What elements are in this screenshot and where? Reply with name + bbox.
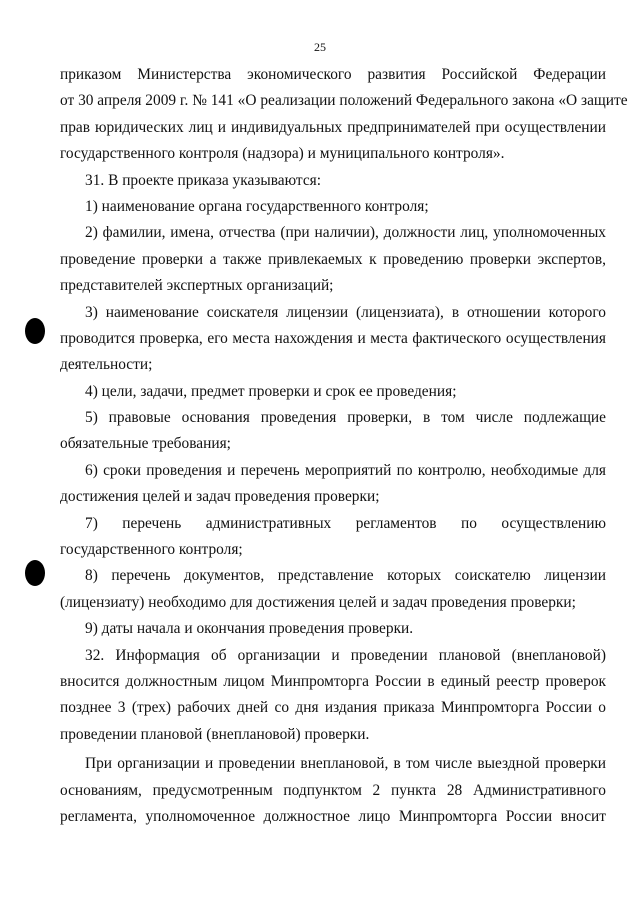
text-line: 1) наименование органа государственного контроля; bbox=[85, 197, 429, 215]
text-line: При организации и проведении внеплановой, в том числе выездной проверки bbox=[85, 755, 606, 773]
text-line: государственного контроля; bbox=[60, 541, 243, 559]
punch-hole-lower bbox=[25, 560, 45, 586]
text-line: деятельности; bbox=[60, 356, 153, 374]
text-line: 9) даты начала и окончания проведения проверки. bbox=[85, 620, 414, 638]
text-line: 7) перечень административных регламентов по осуществлению bbox=[85, 514, 606, 532]
text-line: 32. Информация об организации и проведении плановой (внеплановой) bbox=[85, 646, 606, 664]
text-line: достижения целей и задач проведения проверки; bbox=[60, 488, 380, 506]
text-line: проведение проверки а также привлекаемых к проведению проверки экспертов, bbox=[60, 250, 606, 268]
text-line: 5) правовые основания проведения проверки, в том числе подлежащие bbox=[85, 409, 606, 427]
text-line: 8) перечень документов, представление которых соискателю лицензии bbox=[85, 567, 606, 585]
text-line: 2) фамилии, имена, отчества (при наличии), должности лиц, уполномоченных bbox=[85, 224, 606, 242]
punch-hole-upper bbox=[25, 318, 45, 344]
text-line: 31. В проекте приказа указываются: bbox=[85, 171, 322, 189]
text-line: представителей экспертных организаций; bbox=[60, 277, 334, 295]
text-line: обязательные требования; bbox=[60, 435, 231, 453]
text-line: 4) цели, задачи, предмет проверки и срок ее проведения; bbox=[85, 382, 457, 400]
text-line: приказом Министерства экономического развития Российской Федерации bbox=[60, 66, 606, 83]
page-number: 25 bbox=[314, 40, 326, 54]
text-line: вносится должностным лицом Минпромторга России в единый реестр проверок bbox=[60, 672, 606, 690]
text-line: государственного контроля (надзора) и муниципального контроля». bbox=[60, 145, 505, 163]
text-line: 3) наименование соискателя лицензии (лицензиата), в отношении которого bbox=[85, 303, 606, 321]
text-line: основаниям, предусмотренным подпунктом 2 пункта 28 Административного bbox=[60, 781, 606, 799]
text-line: позднее 3 (трех) рабочих дней со дня издания приказа Минпромторга России о bbox=[60, 699, 606, 717]
document-body bbox=[60, 62, 628, 830]
text-line: регламента, уполномоченное должностное лицо Минпромторга России вносит bbox=[60, 807, 606, 825]
text-line: проведении плановой (внеплановой) проверки. bbox=[60, 725, 370, 743]
text-line: (лицензиату) необходимо для достижения целей и задач проведения проверки; bbox=[60, 593, 576, 611]
text-line: 6) сроки проведения и перечень мероприятий по контролю, необходимые для bbox=[85, 461, 606, 479]
text-line: от 30 апреля 2009 г. № 141 «О реализации положений Федерального закона «О защите bbox=[60, 92, 628, 110]
text-line: прав юридических лиц и индивидуальных предпринимателей при осуществлении bbox=[60, 118, 606, 136]
text-line: проводится проверка, его места нахождения и места фактического осуществления bbox=[60, 329, 606, 347]
